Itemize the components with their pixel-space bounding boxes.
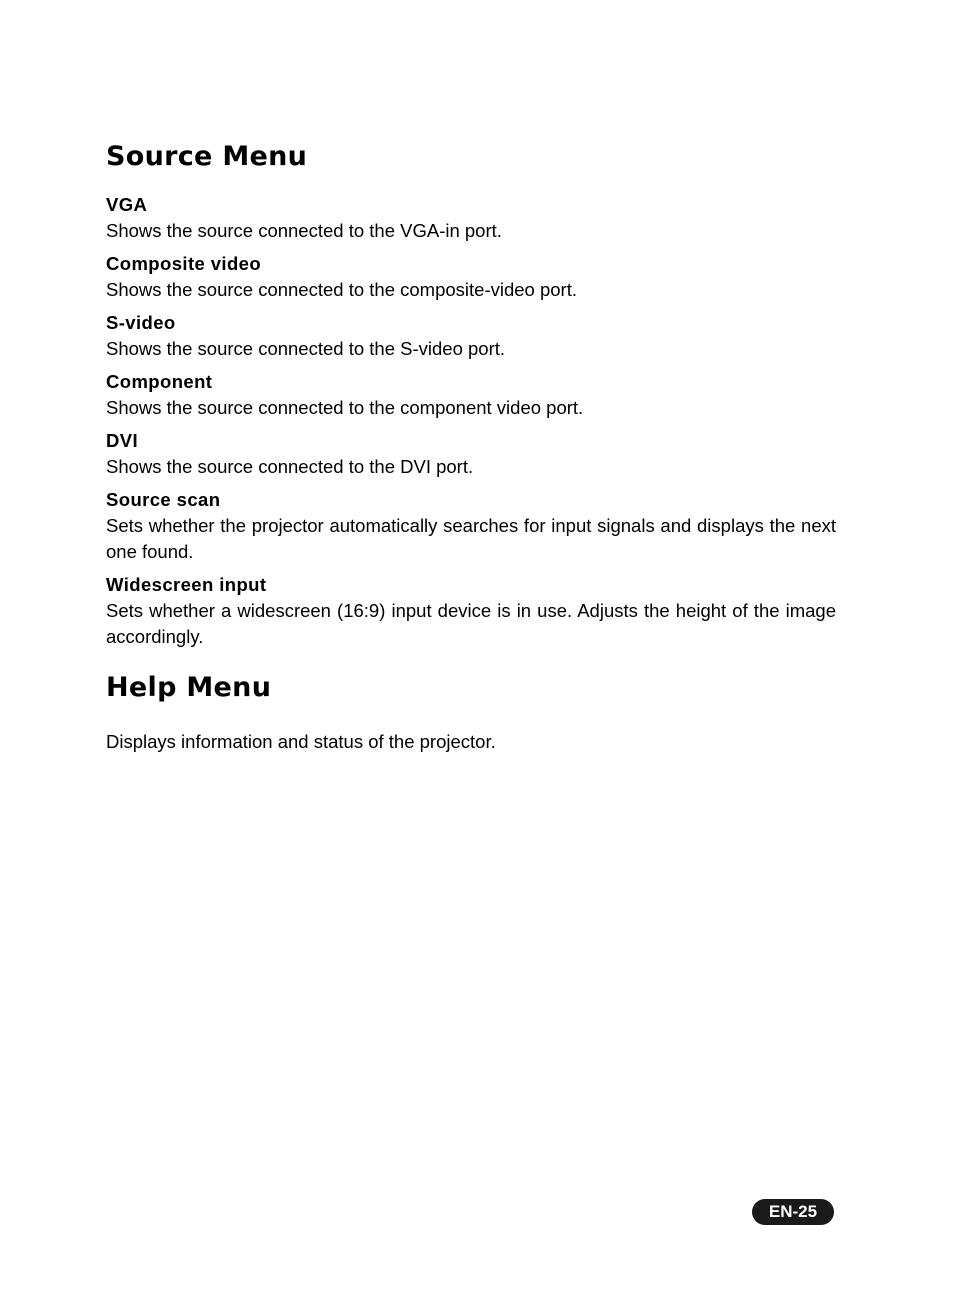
help-menu-title: Help Menu	[106, 672, 272, 703]
item-dvi	[106, 428, 836, 480]
item-composite-video	[106, 251, 836, 303]
source-menu-title: Source Menu	[106, 141, 308, 172]
item-description: Shows the source connected to the composite-video port.	[106, 279, 577, 300]
item-title: S-video	[106, 312, 176, 333]
item-description: Sets whether a widescreen (16:9) input device is in use. Adjusts the height of the image accordingly.	[106, 600, 836, 647]
item-description: Sets whether the projector automatically searches for input signals and displays the next one found.	[106, 515, 836, 562]
item-component	[106, 369, 836, 421]
item-s-video	[106, 310, 836, 362]
item-vga	[106, 192, 836, 244]
item-title: DVI	[106, 430, 139, 451]
page-number-badge: EN-25	[752, 1199, 834, 1225]
help-menu-description: Displays information and status of the projector.	[106, 731, 496, 752]
item-description: Shows the source connected to the VGA-in port.	[106, 220, 502, 241]
item-title: VGA	[106, 194, 148, 215]
page-content	[106, 138, 836, 755]
item-title: Widescreen input	[106, 574, 267, 595]
item-title: Component	[106, 371, 213, 392]
item-title: Source scan	[106, 489, 221, 510]
item-title: Composite video	[106, 253, 262, 274]
item-description: Shows the source connected to the DVI port.	[106, 456, 474, 477]
item-description: Shows the source connected to the component video port.	[106, 397, 584, 418]
item-source-scan	[106, 487, 836, 565]
item-widescreen-input	[106, 572, 836, 650]
item-description: Shows the source connected to the S-video port.	[106, 338, 506, 359]
